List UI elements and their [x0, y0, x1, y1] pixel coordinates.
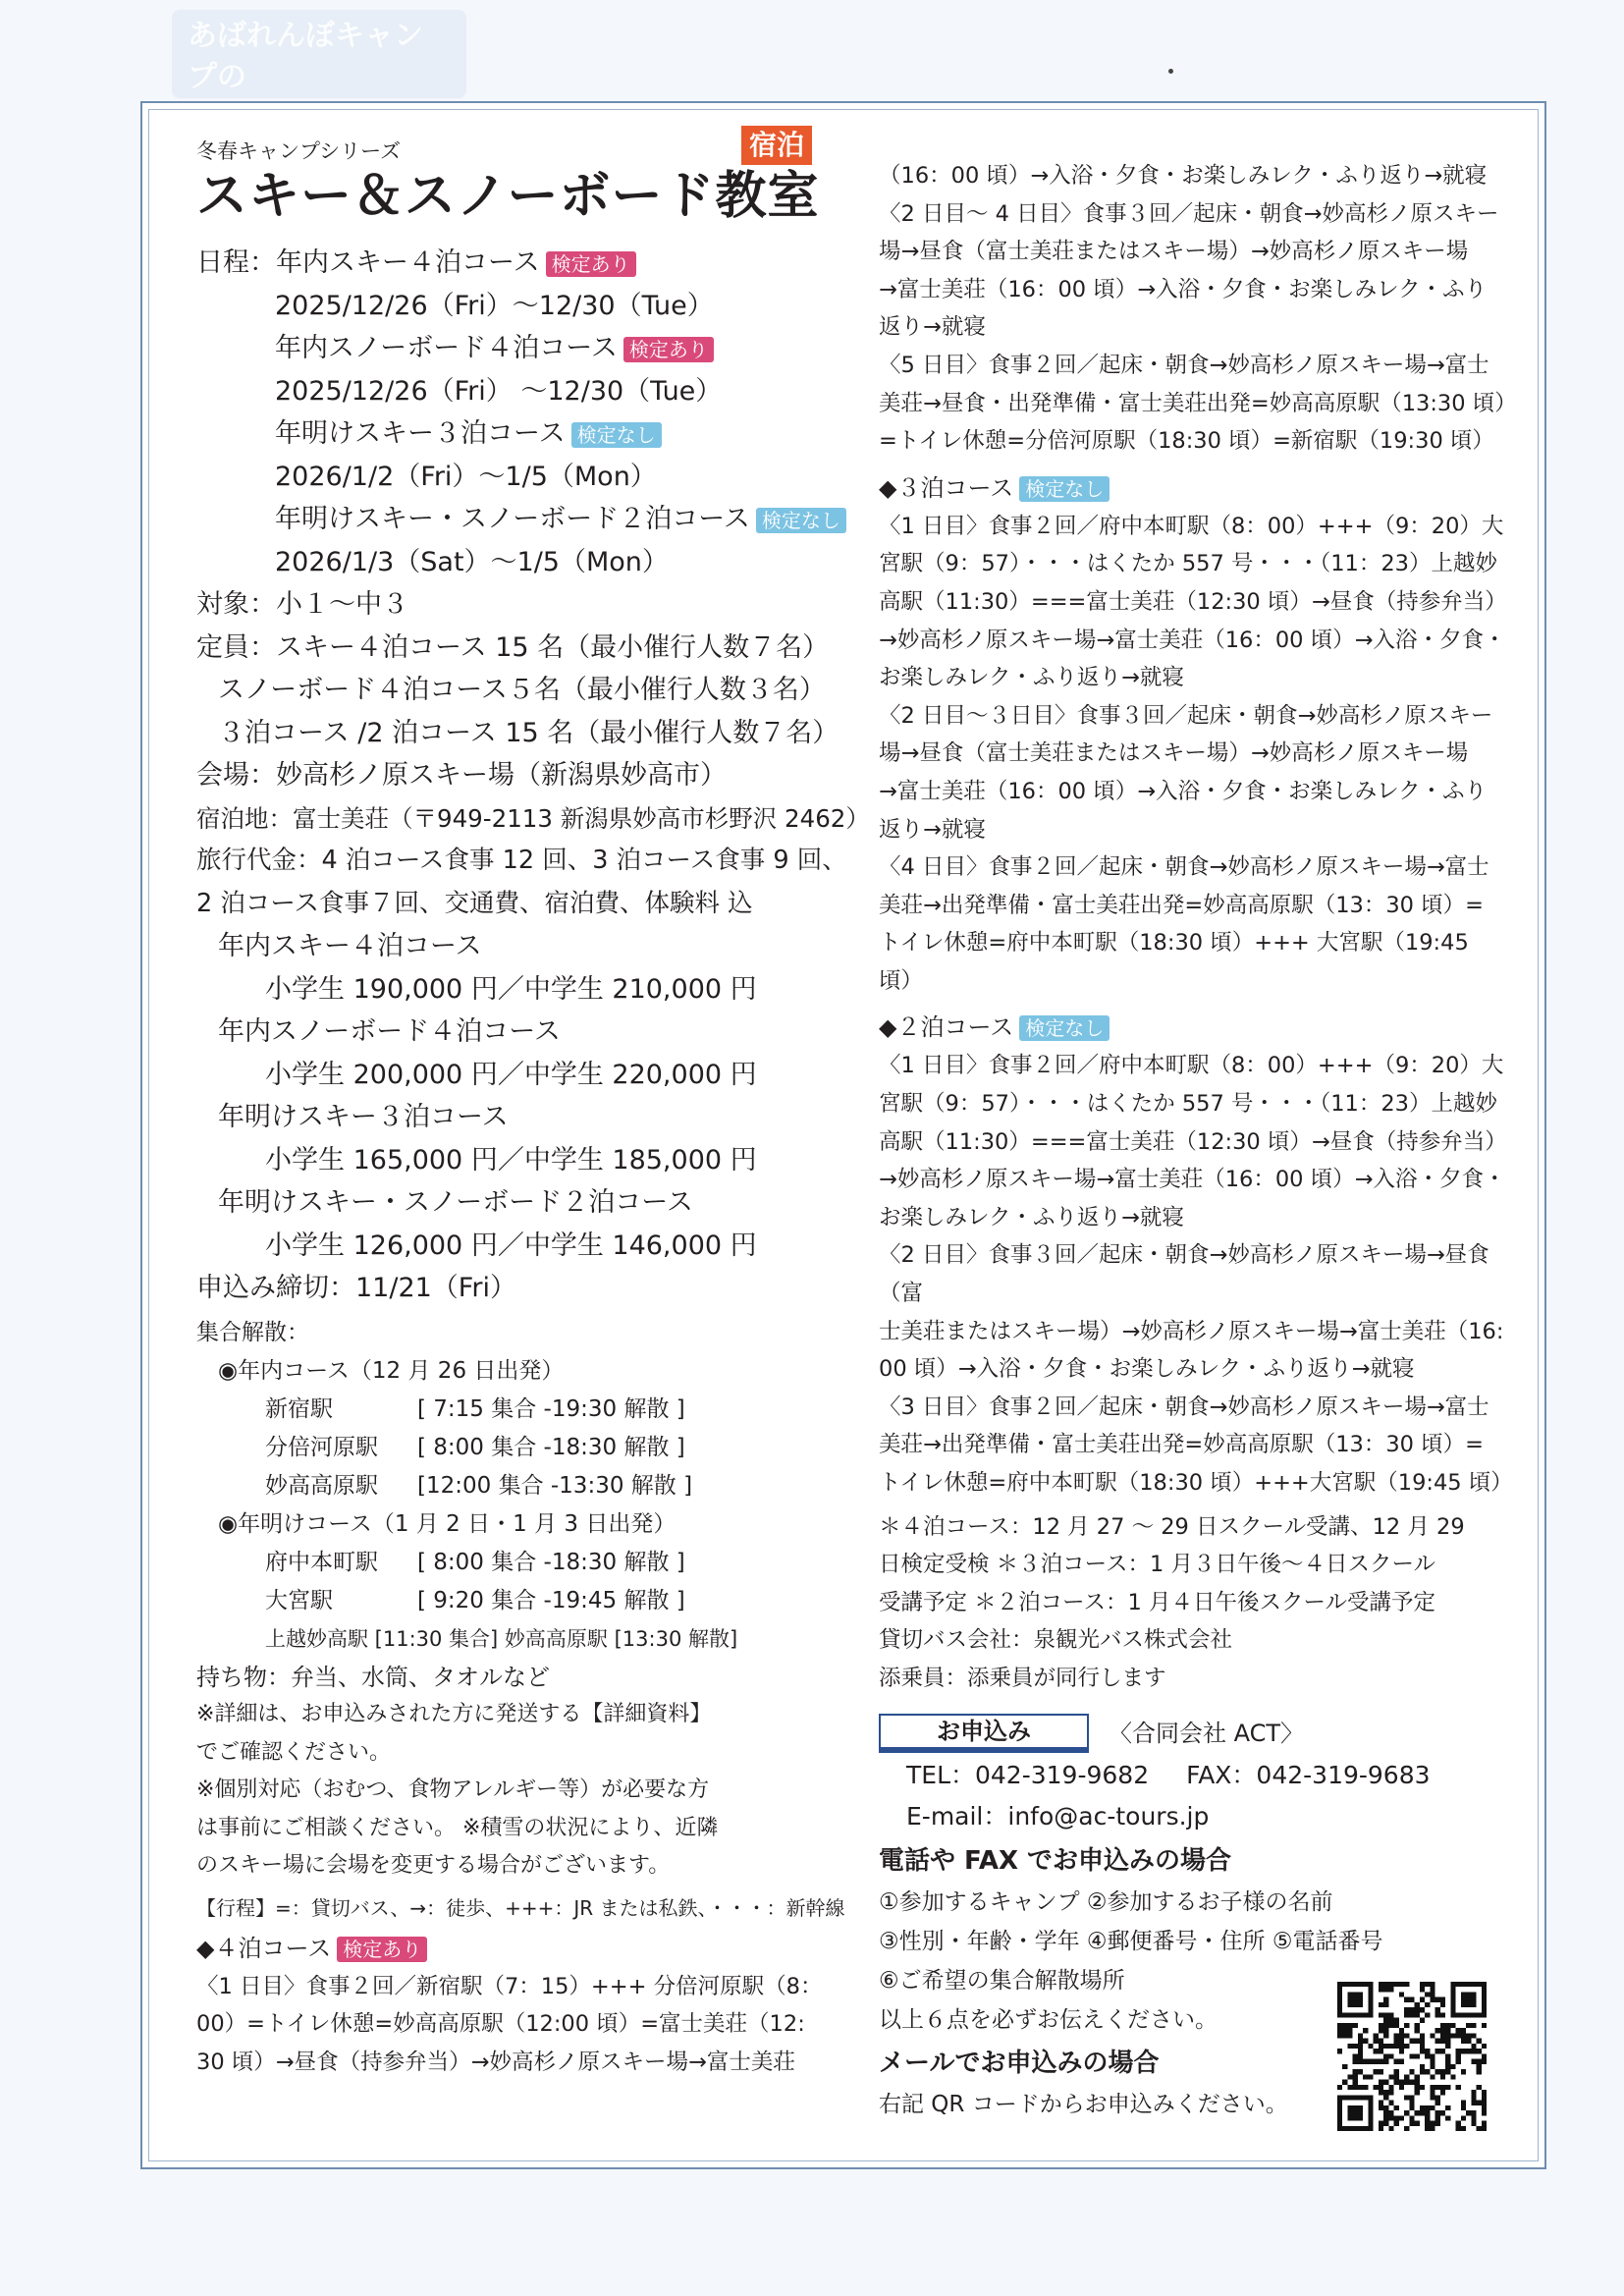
itinerary-line: 士美荘またはスキー場）→妙高杉ノ原スキー場→富士美荘（16:	[879, 1318, 1504, 1344]
venue-line: 会場：妙高杉ノ原スキー場（新潟県妙高市）	[196, 760, 727, 791]
meeting-row	[196, 1429, 825, 1467]
itinerary-line: =トイレ休憩=分倍河原駅（18:30 頃）=新宿駅（19:30 頃）	[879, 428, 1494, 455]
course-dates: 2026/1/3（Sat）～1/5（Mon）	[275, 546, 669, 577]
itinerary-line: （16：00 頃）→入浴・夕食・お楽しみレク・ふり返り→就寝	[879, 163, 1488, 189]
escort-line: 添乗員：添乗員が同行します	[879, 1665, 1166, 1691]
fee-course: 年明けスキー・スノーボード２泊コース	[218, 1187, 693, 1218]
exam-badge: 検定あり	[546, 251, 636, 277]
apply-button[interactable]: お申込み	[879, 1714, 1089, 1753]
itinerary-line: 高駅（11:30）===富士美荘（12:30 頃）→昼食（持参弁当）	[879, 1128, 1507, 1155]
itinerary-line: 〈1 日目〉食事２回／府中本町駅（8：00）+++（9：20）大	[879, 513, 1504, 539]
course-heading: ◆２泊コース	[879, 1013, 1014, 1042]
schedule-course-4	[196, 498, 840, 541]
itinerary-line: 〈2 日目～ 4 日目〉食事３回／起床・朝食→妙高杉ノ原スキー	[879, 200, 1499, 227]
two-night-heading	[879, 1008, 1507, 1047]
schedule-section	[196, 242, 840, 583]
note-line: ※個別対応（おむつ、食物アレルギー等）が必要な方	[196, 1777, 710, 1802]
meeting-year-end: ◉年内コース（12 月 26 日出発）	[218, 1357, 565, 1384]
schedule-course-3	[196, 412, 825, 456]
fee-course: 年内スキー４泊コース	[218, 931, 482, 961]
email[interactable]: E-mail：info@ac-tours.jp	[906, 1801, 1210, 1831]
meeting-station: 分倍河原駅	[265, 1434, 378, 1460]
itinerary-line: 場→昼食（富士美荘またはスキー場）→妙高杉ノ原スキー場	[879, 740, 1469, 767]
target-line: 対象：小１～中３	[196, 589, 408, 620]
itinerary-line: 〈1 日目〉食事２回／府中本町駅（8：00）+++（9：20）大	[879, 1053, 1504, 1079]
note-line: ※詳細は、お申込みされた方に発送する【詳細資料】	[196, 1702, 712, 1726]
bus-company: 貸切バス会社：泉観光バス株式会社	[879, 1627, 1233, 1654]
itinerary-line: 場→昼食（富士美荘またはスキー場）→妙高杉ノ原スキー場	[879, 239, 1469, 265]
itinerary-line: →富士美荘（16：00 頃）→入浴・夕食・お楽しみレク・ふり	[879, 778, 1488, 804]
itinerary-line: 宮駅（9：57）・・・はくたか 557 号・・・（11：23）上越妙	[879, 551, 1497, 577]
itinerary-line: トイレ休憩=府中本町駅（18:30 頃）+++大宮駅（19:45 頃）	[879, 1470, 1513, 1496]
itinerary-line: →富士美荘（16：00 頃）→入浴・夕食・お楽しみレク・ふり	[879, 276, 1488, 302]
required-item: ③性別・年齢・学年 ④郵便番号・住所 ⑤電話番号	[879, 1928, 1383, 1954]
capacity-line-1: 定員：スキー４泊コース 15 名（最小催行人数７名）	[196, 631, 830, 663]
schedule-label: 日程：	[196, 247, 276, 278]
mail-heading: メールでお申込みの場合	[879, 2048, 1160, 2078]
watermark-line-1: あばれんぼキャンプの	[188, 19, 423, 94]
itinerary-legend: 【行程】=：貸切バス、→：徒歩、+++：JR または私鉄、・・・：新幹線	[196, 1895, 845, 1920]
itinerary-line: 〈4 日目〉食事２回／起床・朝食→妙高杉ノ原スキー場→富士	[879, 854, 1489, 881]
school-note: 日検定受検 ＊３泊コース：1 月３日午後～４日スクール	[879, 1552, 1436, 1578]
note-line: でご確認ください。	[196, 1739, 392, 1765]
itinerary-line: 〈3 日目〉食事２回／起床・朝食→妙高杉ノ原スキー場→富士	[879, 1394, 1489, 1420]
itinerary-line: お楽しみレク・ふり返り→就寝	[879, 665, 1184, 691]
fee-course: 年明けスキー３泊コース	[218, 1102, 509, 1132]
exam-badge: 検定あり	[623, 337, 714, 362]
mail-text: 右記 QR コードからお申込みください。	[879, 2091, 1288, 2117]
itinerary-line: トイレ休憩=府中本町駅（18:30 頃）+++ 大宮駅（19:45 頃）	[879, 930, 1469, 994]
exam-badge: 検定あり	[337, 1937, 427, 1962]
fax: FAX：042-319-9683	[1186, 1760, 1431, 1789]
speck	[1168, 69, 1173, 74]
course-dates: 2026/1/2（Fri）～1/5（Mon）	[275, 461, 657, 492]
course-name: 年明けスキー３泊コース	[275, 418, 566, 449]
closing-line: 以上６点を必ずお伝えください。	[879, 2006, 1218, 2033]
meeting-extra: 上越妙高駅 [11:30 集合] 妙高高原駅 [13:30 解散]	[265, 1626, 738, 1651]
itinerary-line: 美荘→出発準備・富士美荘出発=妙高高原駅（13：30 頃）=	[879, 1432, 1484, 1458]
schedule-course-2	[196, 327, 825, 370]
meeting-station: 妙高高原駅	[265, 1472, 378, 1499]
right-column	[879, 157, 1517, 2124]
itinerary-line: 〈1 日目〉食事２回／新宿駅（7：15）+++ 分倍河原駅（8：	[196, 1973, 823, 1999]
meeting-time: [ 7:15 集合 -19:30 解散 ]	[417, 1395, 685, 1422]
itinerary-line: 高駅（11:30）===富士美荘（12:30 頃）→昼食（持参弁当）	[879, 588, 1507, 615]
meeting-row	[196, 1582, 825, 1620]
itinerary-line: 〈2 日目～３日目〉食事３回／起床・朝食→妙高杉ノ原スキー	[879, 702, 1493, 729]
exam-badge: 検定なし	[1019, 476, 1110, 502]
course-heading: ◆３泊コース	[879, 473, 1014, 502]
fee-price: 小学生 200,000 円／中学生 220,000 円	[265, 1059, 757, 1090]
stay-badge: 宿泊	[741, 126, 812, 165]
meeting-time: [ 9:20 集合 -19:45 解散 ]	[417, 1587, 685, 1613]
three-night-itinerary	[879, 508, 1507, 1001]
course-name: 年明けスキー・スノーボード２泊コース	[275, 504, 750, 534]
page-title: スキー＆スノーボード教室	[196, 167, 820, 226]
itinerary-line: 宮駅（9：57）・・・はくたか 557 号・・・（11：23）上越妙	[879, 1091, 1497, 1118]
four-night-heading	[196, 1929, 825, 1968]
series-watermark	[172, 10, 466, 98]
two-night-itinerary	[879, 1047, 1513, 1502]
fee-price: 小学生 165,000 円／中学生 185,000 円	[265, 1144, 757, 1175]
meeting-station: 新宿駅	[265, 1395, 333, 1422]
meeting-new-year: ◉年明けコース（1 月 2 日・1 月 3 日出発）	[218, 1510, 677, 1537]
meeting-row	[196, 1391, 825, 1429]
meeting-station: 府中本町駅	[265, 1549, 378, 1575]
fee-price: 小学生 126,000 円／中学生 146,000 円	[265, 1230, 757, 1261]
itinerary-line: 美荘→昼食・出発準備・富士美荘出発=妙高高原駅（13:30 頃）	[879, 390, 1517, 416]
itinerary-line: 〈5 日目〉食事２回／起床・朝食→妙高杉ノ原スキー場→富士	[879, 352, 1489, 378]
course-name: 年内スノーボード４泊コース	[275, 333, 618, 363]
three-night-heading	[879, 468, 1507, 508]
exam-badge: 検定なし	[756, 508, 846, 533]
itinerary-line: 30 頃）→昼食（持参弁当）→妙高杉ノ原スキー場→富士美荘	[196, 2049, 795, 2075]
itinerary-line: 00 頃）→入浴・夕食・お楽しみレク・ふり返り→就寝	[879, 1356, 1415, 1383]
note-line: は事前にご相談ください。 ※積雪の状況により、近隣	[196, 1815, 719, 1840]
phone-fax-row	[879, 1755, 1507, 1796]
phone-fax-heading: 電話や FAX でお申込みの場合	[879, 1845, 1232, 1876]
meeting-station: 大宮駅	[265, 1587, 333, 1613]
course-dates: 2025/12/26（Fri）～12/30（Tue）	[275, 290, 714, 321]
fee-intro-1: 旅行代金：4 泊コース食事 12 回、3 泊コース食事 9 回、	[196, 846, 847, 875]
required-item: ⑥ご希望の集合解散場所	[879, 1967, 1125, 1994]
meeting-row	[196, 1467, 825, 1505]
tel[interactable]: TEL：042-319-9682	[906, 1760, 1150, 1789]
capacity-line-2: スノーボード４泊コース５名（最小催行人数３名）	[218, 675, 826, 705]
apply-header	[879, 1712, 1507, 1755]
meeting-row	[196, 1544, 825, 1582]
meeting-time: [ 8:00 集合 -18:30 解散 ]	[417, 1434, 685, 1460]
required-item: ①参加するキャンプ ②参加するお子様の名前	[879, 1888, 1333, 1915]
left-column	[196, 129, 870, 2081]
itinerary-line: 返り→就寝	[879, 816, 986, 843]
school-note: ＊４泊コース：12 月 27 ～ 29 日スクール受講、12 月 29	[879, 1513, 1465, 1540]
exam-badge: 検定なし	[1019, 1015, 1110, 1041]
itinerary-line: 00）=トイレ休憩=妙高高原駅（12:00 頃）=富士美荘（12:	[196, 2011, 805, 2038]
itinerary-line: 返り→就寝	[879, 314, 986, 341]
itinerary-line: 美荘→出発準備・富士美荘出発=妙高高原駅（13：30 頃）=	[879, 892, 1484, 918]
meeting-label: 集合解散：	[196, 1319, 309, 1345]
itinerary-line: →妙高杉ノ原スキー場→富士美荘（16：00 頃）→入浴・夕食・	[879, 627, 1506, 653]
belongings-line: 持ち物：弁当、水筒、タオルなど	[196, 1663, 550, 1691]
exam-badge: 検定なし	[571, 422, 662, 448]
itinerary-line: 〈2 日目〉食事３回／起床・朝食→妙高杉ノ原スキー場→昼食（富	[879, 1242, 1489, 1307]
schedule-course-1	[196, 242, 825, 285]
course-name: 年内スキー４泊コース	[276, 247, 540, 278]
fee-course: 年内スノーボード４泊コース	[218, 1016, 561, 1047]
capacity-line-3: ３泊コース /2 泊コース 15 名（最小催行人数７名）	[218, 717, 839, 748]
note-line: のスキー場に会場を変更する場合がございます。	[196, 1853, 671, 1878]
fee-intro-2: 2 泊コース食事７回、交通費、宿泊費、体験料 込	[196, 888, 753, 918]
meeting-time: [ 8:00 集合 -18:30 解散 ]	[417, 1549, 685, 1575]
qr-code-icon[interactable]	[1337, 1982, 1487, 2131]
school-note: 受講予定 ＊２泊コース：1 月４日午後スクール受講予定	[879, 1589, 1436, 1615]
meeting-time: [12:00 集合 -13:30 解散 ]	[417, 1472, 693, 1499]
deadline-line: 申込み締切：11/21（Fri）	[196, 1273, 516, 1303]
fee-price: 小学生 190,000 円／中学生 210,000 円	[265, 973, 757, 1005]
course-dates: 2025/12/26（Fri） ～12/30（Tue）	[275, 375, 723, 407]
itinerary-line: →妙高杉ノ原スキー場→富士美荘（16：00 頃）→入浴・夕食・	[879, 1167, 1506, 1193]
itinerary-line: お楽しみレク・ふり返り→就寝	[879, 1204, 1184, 1230]
course-heading: ◆４泊コース	[196, 1934, 332, 1962]
lodging-line: 宿泊地：富士美荘（〒949-2113 新潟県妙高市杉野沢 2462）	[196, 803, 870, 833]
series-label: 冬春キャンプシリーズ	[196, 139, 402, 163]
company-name: 〈合同会社 ACT〉	[1109, 1719, 1305, 1747]
